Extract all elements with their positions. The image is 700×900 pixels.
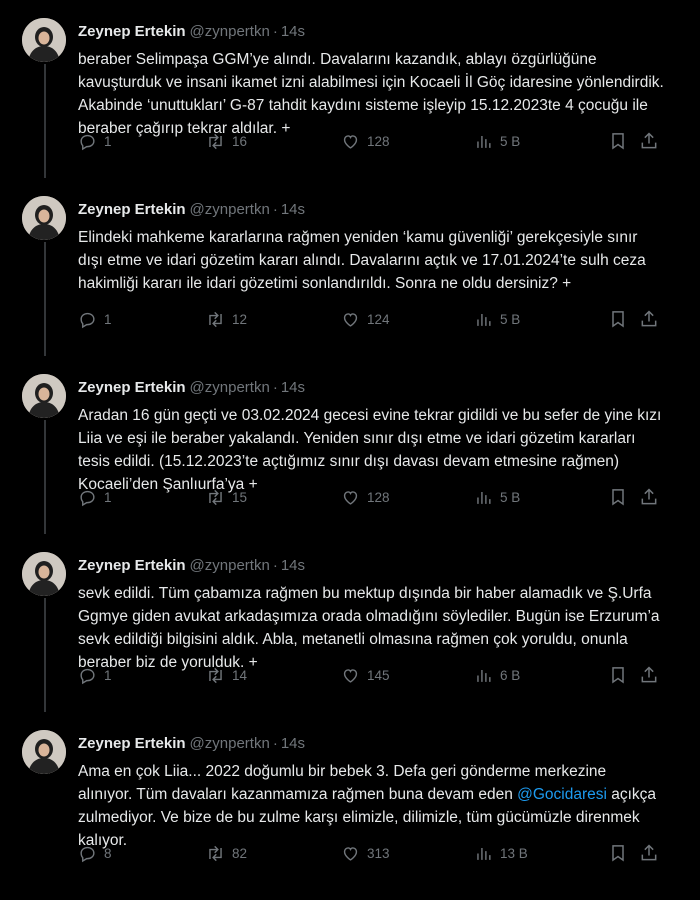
avatar[interactable] [22,374,66,418]
retweet-button[interactable] [206,842,247,864]
views-icon [474,844,493,863]
retweet-icon [206,666,225,685]
reply-button[interactable] [78,664,112,686]
tweet-timestamp[interactable]: 14s [280,379,305,396]
share-icon [639,309,659,329]
reply-count: 1 [104,667,112,683]
tweet-actions [78,130,658,152]
views-count: 6 B [500,667,521,683]
share-button[interactable] [639,308,659,330]
reply-button[interactable] [78,130,112,152]
retweet-button[interactable] [206,664,247,686]
retweet-icon [206,310,225,329]
retweet-button[interactable] [206,486,247,508]
tweet-text: sevk edildi. Tüm çabamıza rağmen bu mektup dışında bir haber alamadık ve Ş.Urfa Ggmye giden avukat arkadaşımıza orada olmadığını söylediler. Bugün ise Erzurum’a sevk edildiği bilgisini aldık. Abla, metanetli olmasına rağmen çok yoruldu, onunla beraber biz de yorulduk. + [78,585,660,671]
views-count: 13 B [500,845,528,861]
reply-icon [78,666,97,685]
tweet-actions [78,308,658,330]
author-name[interactable]: Zeynep Ertekin [78,735,186,752]
retweet-icon [206,488,225,507]
like-button[interactable] [341,842,390,864]
like-count: 124 [367,311,390,327]
like-button[interactable] [341,308,390,330]
views-button[interactable] [474,308,520,330]
thread-connector-line [44,420,46,534]
like-count: 128 [367,133,390,149]
tweet-actions [78,664,658,686]
reply-icon [78,132,97,151]
bookmark-button[interactable] [608,130,628,152]
share-icon [639,665,659,685]
tweet-text-part: Ama en çok Liia... 2022 doğumlu bir bebek 3. Defa geri gönderme merkezine alınıyor. Tüm davaları kazanmamıza rağmen buna devam eden [78,763,607,803]
author-name[interactable]: Zeynep Ertekin [78,23,186,40]
thread-connector-line [44,598,46,712]
tweet-header [78,556,664,576]
reply-button[interactable] [78,486,112,508]
reply-button[interactable] [78,308,112,330]
like-button[interactable] [341,130,390,152]
separator-dot: · [272,379,278,396]
avatar[interactable] [22,18,66,62]
retweet-count: 14 [232,667,248,683]
bookmark-button[interactable] [608,486,628,508]
heart-icon [341,488,360,507]
reply-count: 8 [104,845,112,861]
bookmark-icon [608,843,628,863]
tweet-timestamp[interactable]: 14s [280,557,305,574]
heart-icon [341,844,360,863]
views-button[interactable] [474,664,520,686]
tweet-text [78,760,664,852]
heart-icon [341,132,360,151]
tweet-timestamp[interactable]: 14s [280,735,305,752]
tweet-header [78,378,664,398]
avatar[interactable] [22,730,66,774]
views-count: 5 B [500,489,521,505]
tweet-text: beraber Selimpaşa GGM’ye alındı. Davalarını kazandık, ablayı özgürlüğüne kavuşturduk ve insani ikamet izni alabilmesi için Kocaeli İl Göç idaresine yönlendirdik. Akabinde ‘unuttukları’ G-87 tahdit kaydını sisteme işleyip 15.12.2023te 4 çocuğu ile beraber çağırıp tekrar aldılar. + [78,51,664,137]
tweet[interactable] [0,0,688,178]
reply-icon [78,488,97,507]
retweet-count: 82 [232,845,248,861]
author-name[interactable]: Zeynep Ertekin [78,201,186,218]
tweet-header [78,22,664,42]
reply-count: 1 [104,489,112,505]
author-handle[interactable]: @zynpertkn [189,735,270,752]
author-handle[interactable]: @zynpertkn [189,557,270,574]
tweet[interactable] [0,356,688,534]
tweet[interactable] [0,712,688,900]
views-icon [474,310,493,329]
thread-connector-line [44,64,46,178]
views-count: 5 B [500,311,521,327]
tweet-header [78,200,664,220]
retweet-count: 16 [232,133,248,149]
reply-icon [78,844,97,863]
bookmark-button[interactable] [608,308,628,330]
share-icon [639,131,659,151]
bookmark-icon [608,487,628,507]
tweet-text: Elindeki mahkeme kararlarına rağmen yeniden ‘kamu güvenliği’ gerekçesiyle sınır dışı etme ve idari gözetim kararı alındı. Davalarını açtık ve 17.01.2024’te sulh ceza hakimliği kararı ile idari gözetimi sonlandırıldı. Sonra ne oldu dersiniz? + [78,229,646,292]
retweet-button[interactable] [206,308,247,330]
separator-dot: · [272,735,278,752]
reply-count: 1 [104,133,112,149]
tweet-timestamp[interactable]: 14s [280,23,305,40]
avatar[interactable] [22,552,66,596]
retweet-icon [206,844,225,863]
author-handle[interactable]: @zynpertkn [189,23,270,40]
bookmark-icon [608,309,628,329]
like-button[interactable] [341,486,390,508]
reply-count: 1 [104,311,112,327]
share-button[interactable] [639,130,659,152]
tweet-text-part: açıkça zulmediyor. Ve bize de bu zulme karşı elimizle, dilimizle, tüm gücümüzle direnmek kalıyor. [78,786,657,849]
separator-dot: · [272,201,278,218]
tweet[interactable] [0,534,688,712]
like-count: 128 [367,489,390,505]
separator-dot: · [272,23,278,40]
heart-icon [341,310,360,329]
reply-button[interactable] [78,842,112,864]
views-icon [474,666,493,685]
author-name[interactable]: Zeynep Ertekin [78,557,186,574]
author-handle[interactable]: @zynpertkn [189,379,270,396]
tweet-timestamp[interactable]: 14s [280,201,305,218]
bookmark-button[interactable] [608,664,628,686]
bookmark-icon [608,131,628,151]
retweet-icon [206,132,225,151]
share-button[interactable] [639,486,659,508]
thread-connector-line [44,242,46,356]
views-icon [474,132,493,151]
tweet[interactable] [0,178,688,356]
like-count: 313 [367,845,390,861]
tweet-actions [78,486,658,508]
tweet-text: Aradan 16 gün geçti ve 03.02.2024 gecesi evine tekrar gidildi ve bu sefer de yine kızı Liia ve eşi ile beraber yakalandı. Yeniden sınır dışı etme ve idari gözetim kararları tesis edildi. (15.12.2023’te açtığımız sınır dışı davası devam etmesine rağmen) Kocaeli’den Şanlıurfa’ya + [78,407,662,493]
like-button[interactable] [341,664,390,686]
views-button[interactable] [474,842,528,864]
tweet-actions [78,842,658,864]
share-icon [639,843,659,863]
views-button[interactable] [474,486,520,508]
bookmark-icon [608,665,628,685]
views-count: 5 B [500,133,521,149]
tweet-header [78,734,664,754]
reply-icon [78,310,97,329]
like-count: 145 [367,667,390,683]
author-name[interactable]: Zeynep Ertekin [78,379,186,396]
share-button[interactable] [639,842,659,864]
share-icon [639,487,659,507]
views-button[interactable] [474,130,520,152]
avatar[interactable] [22,196,66,240]
separator-dot: · [272,557,278,574]
share-button[interactable] [639,664,659,686]
retweet-button[interactable] [206,130,247,152]
bookmark-button[interactable] [608,842,628,864]
retweet-count: 12 [232,311,248,327]
mention-link[interactable]: @Gocidaresi [517,786,607,803]
retweet-count: 15 [232,489,248,505]
heart-icon [341,666,360,685]
views-icon [474,488,493,507]
author-handle[interactable]: @zynpertkn [189,201,270,218]
